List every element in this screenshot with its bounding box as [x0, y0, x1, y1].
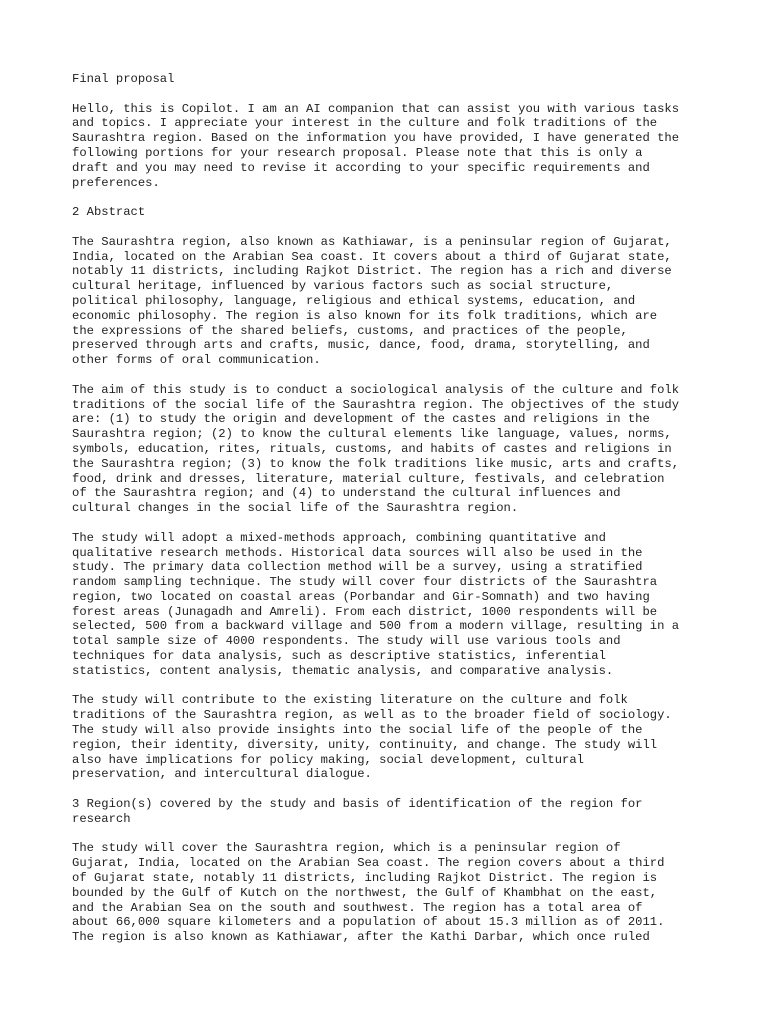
abstract-paragraph-4: The study will contribute to the existing literature on the culture and folk traditions of the Saurashtra region, as well as to the broader field of sociology. The study will also provide insights into the social life of the people of the region, their identity, diversity, unity, continuity, and change. The study will also have implications for policy making, social development, cultural preservation, and intercultural dialogue.	[72, 693, 672, 782]
document-page	[72, 72, 712, 960]
intro-paragraph: Hello, this is Copilot. I am an AI companion that can assist you with various tasks and topics. I appreciate your interest in the culture and folk traditions of the Saurashtra region. Based on the information you have provided, I have generated the following portions for your research proposal. Please note that this is only a draft and you may need to revise it according to your specific requirements and preferences.	[72, 101, 680, 190]
abstract-paragraph-1: The Saurashtra region, also known as Kathiawar, is a peninsular region of Gujarat, India, located on the Arabian Sea coast. It covers about a third of Gujarat state, notably 11 districts, including Rajkot District. The region has a rich and diverse cultural heritage, influenced by various factors such as social structure, political philosophy, language, religious and ethical systems, education, and economic philosophy. The region is also known for its folk traditions, which are the expressions of the shared beliefs, customs, and practices of the people, preserved through arts and crafts, music, dance, food, drama, storytelling, and other forms of oral communication.	[72, 234, 672, 368]
abstract-paragraph-3: The study will adopt a mixed-methods approach, combining quantitative and qualitative research methods. Historical data sources will also be used in the study. The primary data collection method will be a survey, using a stratified random sampling technique. The study will cover four districts of the Saurashtra region, two located on coastal areas (Porbandar and Gir-Somnath) and two having forest areas (Junagadh and Amreli). From each district, 1000 respondents will be selected, 500 from a backward village and 500 from a modern village, resulting in a total sample size of 4000 respondents. The study will use various tools and techniques for data analysis, such as descriptive statistics, inferential statistics, content analysis, thematic analysis, and comparative analysis.	[72, 530, 680, 678]
section-heading-abstract: 2 Abstract	[72, 205, 146, 220]
region-paragraph-1: The study will cover the Saurashtra region, which is a peninsular region of Gujarat, India, located on the Arabian Sea coast. The region covers about a third of Gujarat state, notably 11 districts, including Rajkot District. The region is bounded by the Gulf of Kutch on the northwest, the Gulf of Khambhat on the east, and the Arabian Sea on the south and southwest. The region has a total area of about 66,000 square kilometers and a population of about 15.3 million as of 2011. The region is also known as Kathiawar, after the Kathi Darbar, which once ruled	[72, 841, 665, 945]
section-heading-region: 3 Region(s) covered by the study and basis of identification of the region for research	[72, 797, 643, 826]
abstract-paragraph-2: The aim of this study is to conduct a sociological analysis of the culture and folk traditions of the social life of the Saurashtra region. The objectives of the study are: (1) to study the origin and development of the castes and religions in the Saurashtra region; (2) to know the cultural elements like language, values, norms, symbols, education, rites, rituals, customs, and habits of castes and religions in the Saurashtra region; (3) to know the folk traditions like music, arts and crafts, food, drink and dresses, literature, material culture, festivals, and celebration of the Saurashtra region; and (4) to understand the cultural influences and cultural changes in the social life of the Saurashtra region.	[72, 382, 680, 516]
document-title: Final proposal	[72, 72, 175, 86]
